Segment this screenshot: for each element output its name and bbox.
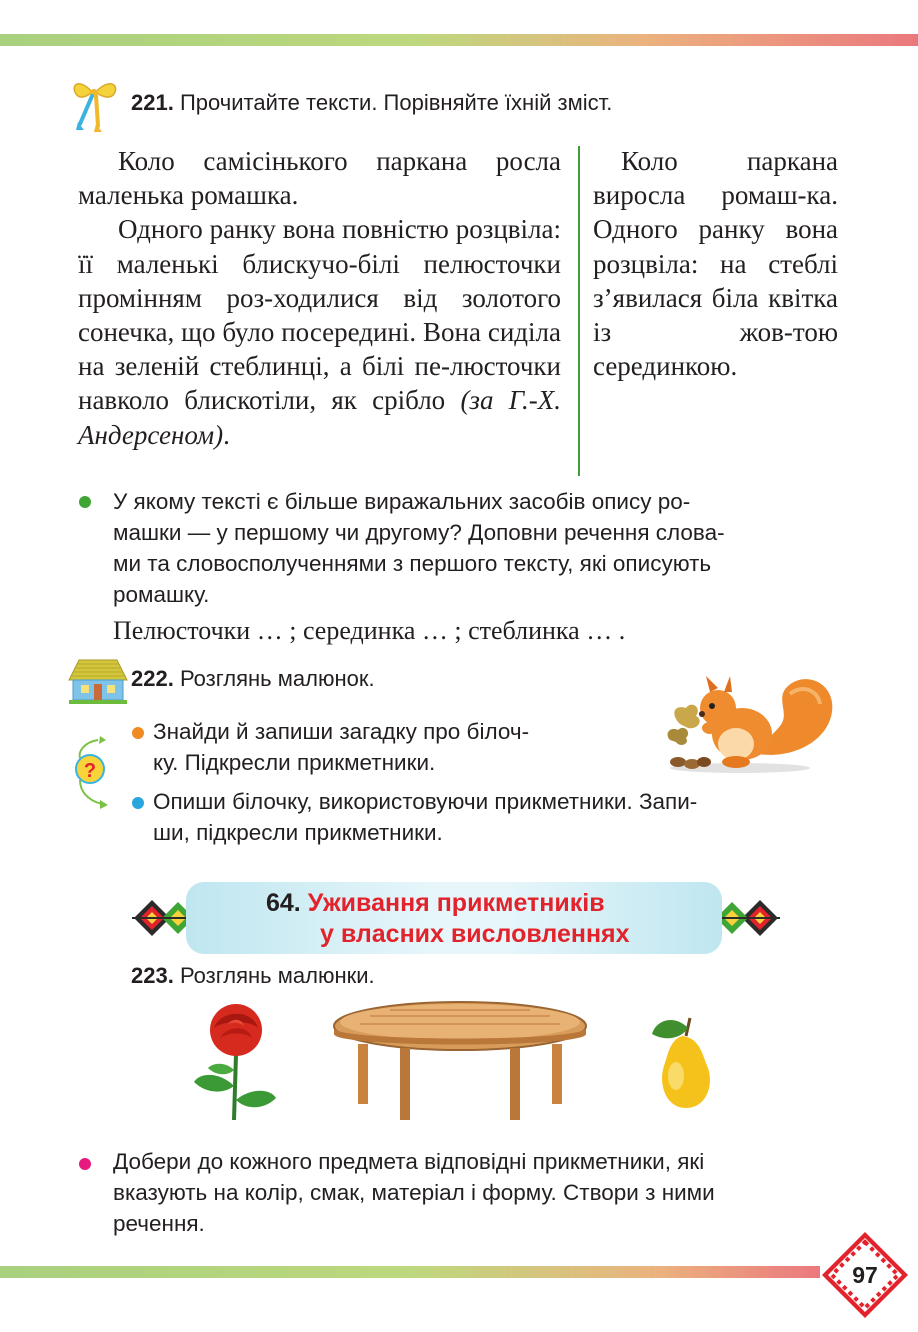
- text2-line: виросла ромаш-: [593, 180, 807, 211]
- question-mark-icon: [70, 722, 120, 814]
- text1-line: Одного ранку вона повністю: [118, 214, 449, 245]
- question-line: ми та словосполученнями з першого тексту, які описують: [113, 551, 712, 576]
- section-title: [186, 888, 722, 950]
- text1-line: ходилися від золотого сонечка,: [78, 282, 561, 348]
- rose-image: [190, 1000, 280, 1122]
- section-title-text2: у власних висловленнях: [320, 920, 630, 948]
- text2-line: вона розцвіла: на: [593, 214, 838, 279]
- text1-column: [78, 144, 561, 452]
- text1-line: на зеленій стеблинці, а білі пе-: [78, 351, 450, 382]
- ex222-instruction: Розглянь малюнок.: [179, 666, 375, 691]
- right-ornament-icon: [714, 886, 780, 950]
- ex221-instruction-line: [131, 89, 612, 117]
- section-number: 64.: [266, 889, 301, 917]
- section-title-line1: [186, 888, 722, 919]
- text1-line: білі пелюсточки промінням роз-: [78, 248, 561, 313]
- pink-bullet-icon: [79, 1158, 91, 1170]
- ex222-number: 222.: [131, 666, 174, 691]
- question-line: ромашку.: [113, 582, 210, 607]
- blue-bullet-icon: [132, 797, 144, 809]
- question-line: У якому тексті є більше виражальних засобів опису ро-: [113, 489, 691, 514]
- ex223-task-line: вказують на колір, смак, матеріал і форму. Створи з ними: [113, 1180, 715, 1205]
- text1-paragraph2: [78, 212, 561, 451]
- task2-line: ши, підкресли прикметники.: [153, 820, 443, 845]
- text1-paragraph1: [78, 144, 561, 212]
- ex221-question: [113, 486, 840, 610]
- ex221-instruction: Прочитайте тексти. Порівняйте їхній зміст.: [179, 90, 613, 115]
- ex223-instruction-line: [131, 962, 375, 990]
- text2-line: стеблі з’явилася: [593, 248, 838, 313]
- bottom-ornament-border: [0, 1266, 820, 1278]
- text2-line: ка. Одного ранку: [593, 180, 838, 245]
- text1-period: .: [223, 419, 230, 450]
- house-icon: [67, 658, 129, 704]
- task1-line: Знайди й запиши загадку про білоч-: [153, 719, 530, 744]
- orange-bullet-icon: [132, 727, 144, 739]
- fill-in-sentence: Пелюсточки … ; серединка … ; стеблинка … .: [113, 616, 626, 645]
- ex223-instruction: Розглянь малюнки.: [179, 963, 375, 988]
- ex223-number: 223.: [131, 963, 174, 988]
- ex223-task-line: речення.: [113, 1211, 205, 1236]
- squirrel-image: [640, 664, 840, 776]
- svg-text:?: ?: [83, 760, 97, 782]
- task1-line: ку. Підкресли прикметники.: [153, 750, 436, 775]
- task2-line: Опиши білочку, використовуючи прикметники. Запи-: [153, 789, 698, 814]
- text2-column: [593, 144, 838, 383]
- pear-image: [646, 1014, 724, 1112]
- text2-paragraph: [593, 144, 838, 383]
- ribbon-bow-icon: [70, 74, 126, 132]
- text1-line: як срібло: [331, 385, 446, 416]
- text2-line: Коло паркана: [621, 146, 838, 176]
- section-title-line2: [186, 919, 722, 950]
- text1-line: що було посередині. Вона сиділа: [181, 317, 562, 348]
- page-number: 97: [852, 1262, 878, 1288]
- ex222-task1: [153, 716, 613, 778]
- table-image: [330, 998, 590, 1124]
- column-divider: [578, 146, 580, 476]
- ex221-number: 221.: [131, 90, 174, 115]
- section-title-text1: Уживання прикметників: [307, 889, 605, 917]
- ex222-task2: [153, 786, 833, 848]
- text2-line: тою серединкою.: [593, 317, 838, 382]
- text1-line: розцвіла: її маленькі блискучо-: [78, 214, 562, 279]
- text2-line: біла квітка із жов-: [593, 282, 839, 348]
- ex223-task-line: Добери до кожного предмета відповідні прикметники, які: [113, 1149, 705, 1174]
- text1-line: Коло самісінького паркана: [118, 146, 468, 176]
- text1-author: (за Г.-Х. Андерсеном): [78, 385, 562, 450]
- question-line: машки — у першому чи другому? Доповни речення слова-: [113, 520, 725, 545]
- green-bullet-icon: [79, 496, 91, 508]
- ex223-task: [113, 1146, 840, 1239]
- text1-line: росла маленька ромашка.: [78, 146, 562, 211]
- top-ornament-border: [0, 34, 918, 46]
- text1-line: люсточки навколо блискотіли,: [78, 351, 561, 416]
- ex222-instruction-line: [131, 665, 375, 693]
